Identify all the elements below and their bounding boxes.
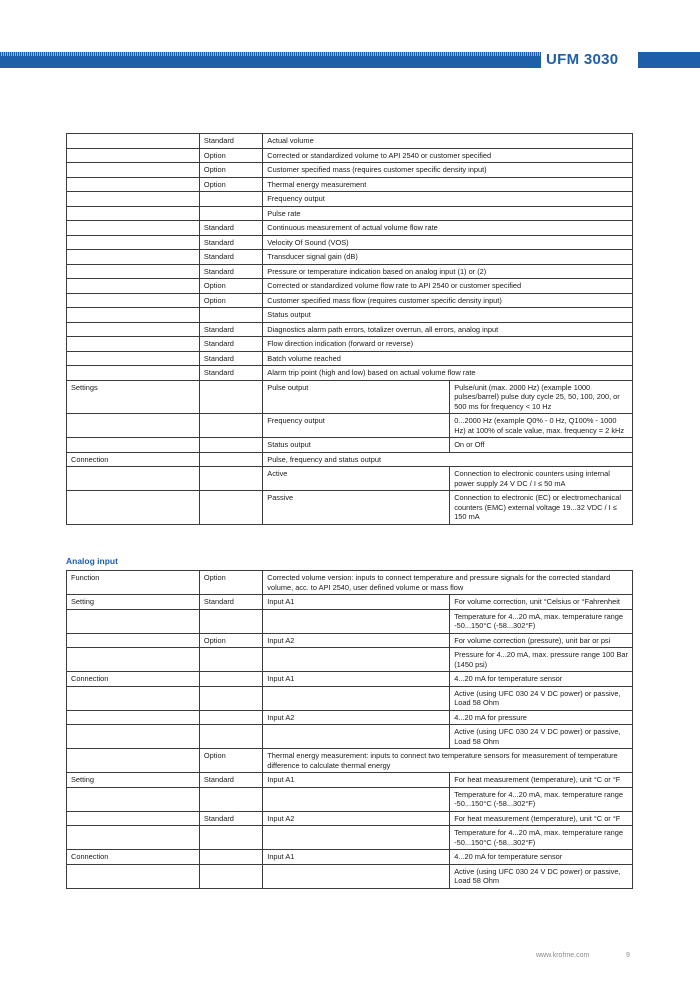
table-cell: Passive: [263, 491, 450, 525]
table-cell: [263, 826, 450, 850]
table-cell: For volume correction (pressure), unit bar or psi: [450, 633, 633, 648]
table-cell: [67, 293, 200, 308]
table-cell: Standard: [199, 264, 262, 279]
table-cell: [263, 686, 450, 710]
table-cell: Standard: [199, 221, 262, 236]
table-cell: [67, 491, 200, 525]
table-cell: Temperature for 4...20 mA, max. temperature range -50...150°C (-58...302°F): [450, 787, 633, 811]
table-cell: Temperature for 4...20 mA, max. temperature range -50...150°C (-58...302°F): [450, 826, 633, 850]
table-cell: [67, 467, 200, 491]
table-cell: [263, 609, 450, 633]
table-cell: [67, 725, 200, 749]
table-cell: Standard: [199, 134, 262, 149]
table-cell: [199, 850, 262, 865]
table-cell: Active: [263, 467, 450, 491]
table-cell: Thermal energy measurement: inputs to connect two temperature sensors for measurement of temperature difference to calculate thermal energy: [263, 749, 633, 773]
table-cell: Standard: [199, 366, 262, 381]
table-cell: [67, 177, 200, 192]
table-cell: Connection: [67, 850, 200, 865]
table-cell: Customer specified mass (requires customer specific density input): [263, 163, 633, 178]
table-cell: Alarm trip point (high and low) based on actual volume flow rate: [263, 366, 633, 381]
table-row: [67, 148, 633, 163]
table-row: [67, 710, 633, 725]
table-cell: Standard: [199, 250, 262, 265]
header-stripe: [0, 52, 541, 68]
table-cell: [199, 672, 262, 687]
table-cell: [263, 864, 450, 888]
table-cell: Status output: [263, 308, 633, 323]
table-cell: Corrected volume version: inputs to connect temperature and pressure signals for the corrected standard volume, acc. to API 2540, user defined volume or mass flow: [263, 571, 633, 595]
table-cell: [67, 308, 200, 323]
table-cell: [67, 438, 200, 453]
table-row: [67, 177, 633, 192]
table-cell: Temperature for 4...20 mA, max. temperature range -50...150°C (-58...302°F): [450, 609, 633, 633]
table-cell: Flow direction indication (forward or reverse): [263, 337, 633, 352]
table-cell: For volume correction, unit °Celsius or °Fahrenheit: [450, 595, 633, 610]
section-title-analog-input: Analog input: [66, 556, 118, 566]
table-cell: Pulse, frequency and status output: [263, 452, 633, 467]
table-cell: Frequency output: [263, 414, 450, 438]
table-cell: [199, 467, 262, 491]
header-stripe-right: [638, 52, 700, 68]
table-cell: Pulse rate: [263, 206, 633, 221]
table-cell: [67, 811, 200, 826]
table-cell: 4...20 mA for temperature sensor: [450, 672, 633, 687]
footer-url: www.krohne.com: [536, 952, 590, 959]
table-row: [67, 414, 633, 438]
table-cell: [67, 192, 200, 207]
output-table: [66, 133, 633, 525]
table-cell: Standard: [199, 811, 262, 826]
table-cell: Connection to electronic (EC) or electromechanical counters (EMC) external voltage 19...32 VDC / I ≤ 150 mA: [450, 491, 633, 525]
table-cell: Pulse output: [263, 380, 450, 414]
table-row: [67, 491, 633, 525]
table-cell: [199, 710, 262, 725]
table-cell: Status output: [263, 438, 450, 453]
table-row: [67, 308, 633, 323]
table-row: [67, 749, 633, 773]
table-row: [67, 571, 633, 595]
table-cell: [199, 308, 262, 323]
table-row: [67, 686, 633, 710]
page-number: 9: [626, 952, 630, 959]
table-cell: For heat measurement (temperature), unit °C or °F: [450, 811, 633, 826]
table-cell: [199, 452, 262, 467]
table-cell: [67, 787, 200, 811]
table-row: [67, 380, 633, 414]
table-cell: [199, 192, 262, 207]
table-row: [67, 351, 633, 366]
table-cell: [67, 826, 200, 850]
table-cell: Pressure or temperature indication based on analog input (1) or (2): [263, 264, 633, 279]
table-cell: Actual volume: [263, 134, 633, 149]
table-cell: Connection to electronic counters using internal power supply 24 V DC / I ≤ 50 mA: [450, 467, 633, 491]
table-cell: [67, 148, 200, 163]
table-row: [67, 633, 633, 648]
table-cell: 4...20 mA for temperature sensor: [450, 850, 633, 865]
table-cell: Thermal energy measurement: [263, 177, 633, 192]
analog-input-table: [66, 570, 633, 889]
table-cell: Connection: [67, 452, 200, 467]
page-title: UFM 3030: [546, 51, 619, 68]
table-row: [67, 648, 633, 672]
table-row: [67, 366, 633, 381]
table-cell: [199, 787, 262, 811]
table-cell: Connection: [67, 672, 200, 687]
table-row: [67, 672, 633, 687]
table-cell: [199, 864, 262, 888]
table-cell: Standard: [199, 322, 262, 337]
table-cell: [263, 725, 450, 749]
table-cell: [199, 686, 262, 710]
table-cell: Standard: [199, 351, 262, 366]
table-cell: Standard: [199, 235, 262, 250]
table-row: [67, 773, 633, 788]
table-cell: Option: [199, 293, 262, 308]
table-cell: [67, 206, 200, 221]
table-cell: Diagnostics alarm path errors, totalizer overrun, all errors, analog input: [263, 322, 633, 337]
table-cell: [67, 351, 200, 366]
table-cell: Pulse/unit (max. 2000 Hz) (example 1000 pulses/barrel) pulse duty cycle 25, 50, 100, 200, or 500 ms for frequency < 10 Hz: [450, 380, 633, 414]
table-cell: For heat measurement (temperature), unit °C or °F: [450, 773, 633, 788]
table-cell: [199, 725, 262, 749]
table-row: [67, 452, 633, 467]
table-cell: [67, 710, 200, 725]
table-cell: Settings: [67, 380, 200, 414]
table-row: [67, 467, 633, 491]
table-row: [67, 864, 633, 888]
table-row: [67, 438, 633, 453]
table-cell: Input A1: [263, 672, 450, 687]
table-cell: [263, 648, 450, 672]
table-cell: [67, 134, 200, 149]
table-cell: [67, 279, 200, 294]
table-row: [67, 264, 633, 279]
table-cell: [67, 163, 200, 178]
table-row: [67, 134, 633, 149]
table-cell: Pressure for 4...20 mA, max. pressure range 100 Bar (1450 psi): [450, 648, 633, 672]
table-cell: Customer specified mass flow (requires customer specific density input): [263, 293, 633, 308]
table-row: [67, 725, 633, 749]
table-row: [67, 595, 633, 610]
table-cell: Option: [199, 571, 262, 595]
table-row: [67, 206, 633, 221]
table-cell: Setting: [67, 595, 200, 610]
table-cell: Standard: [199, 773, 262, 788]
table-cell: [67, 749, 200, 773]
table-row: [67, 337, 633, 352]
table-cell: Corrected or standardized volume to API 2540 or customer specified: [263, 148, 633, 163]
table-row: [67, 279, 633, 294]
table-cell: [67, 322, 200, 337]
table-cell: Active (using UFC 030 24 V DC power) or passive, Load 58 Ohm: [450, 864, 633, 888]
table-row: [67, 811, 633, 826]
table-cell: [199, 609, 262, 633]
table-cell: [67, 366, 200, 381]
table-row: [67, 322, 633, 337]
table-cell: Transducer signal gain (dB): [263, 250, 633, 265]
table-cell: [67, 609, 200, 633]
table-cell: Option: [199, 163, 262, 178]
table-cell: 4...20 mA for pressure: [450, 710, 633, 725]
table-row: [67, 235, 633, 250]
table-row: [67, 609, 633, 633]
table-cell: [199, 380, 262, 414]
table-cell: Option: [199, 177, 262, 192]
table-row: [67, 250, 633, 265]
table-cell: Input A1: [263, 595, 450, 610]
table-cell: [199, 648, 262, 672]
table-cell: Input A2: [263, 633, 450, 648]
table-cell: Corrected or standardized volume flow rate to API 2540 or customer specified: [263, 279, 633, 294]
table-cell: [199, 206, 262, 221]
table-cell: Option: [199, 633, 262, 648]
table-cell: [199, 414, 262, 438]
table-cell: [67, 633, 200, 648]
table-cell: [67, 648, 200, 672]
table-cell: Setting: [67, 773, 200, 788]
table-cell: Input A1: [263, 850, 450, 865]
table-cell: Continuous measurement of actual volume flow rate: [263, 221, 633, 236]
table-row: [67, 293, 633, 308]
table-cell: [263, 787, 450, 811]
table-row: [67, 826, 633, 850]
table-cell: [67, 686, 200, 710]
table-cell: Standard: [199, 337, 262, 352]
table-row: [67, 221, 633, 236]
table-cell: 0...2000 Hz (example Q0% - 0 Hz, Q100% - 1000 Hz) at 100% of scale value, max. frequency = 2 kHz: [450, 414, 633, 438]
table-cell: Input A2: [263, 710, 450, 725]
table-row: [67, 787, 633, 811]
table-cell: Standard: [199, 595, 262, 610]
table-cell: Option: [199, 749, 262, 773]
table-cell: Batch volume reached: [263, 351, 633, 366]
table-cell: [67, 250, 200, 265]
table-cell: [199, 826, 262, 850]
table-cell: On or Off: [450, 438, 633, 453]
table-cell: Velocity Of Sound (VOS): [263, 235, 633, 250]
table-row: [67, 850, 633, 865]
table-cell: [67, 264, 200, 279]
table-cell: Input A2: [263, 811, 450, 826]
table-cell: Function: [67, 571, 200, 595]
table-cell: [199, 438, 262, 453]
table-cell: Option: [199, 148, 262, 163]
table-cell: Active (using UFC 030 24 V DC power) or passive, Load 58 Ohm: [450, 725, 633, 749]
table-cell: Active (using UFC 030 24 V DC power) or passive, Load 58 Ohm: [450, 686, 633, 710]
table-cell: [67, 414, 200, 438]
table-cell: Option: [199, 279, 262, 294]
table-cell: Frequency output: [263, 192, 633, 207]
table-row: [67, 163, 633, 178]
table-cell: [67, 864, 200, 888]
table-cell: [67, 235, 200, 250]
table-cell: [67, 337, 200, 352]
table-cell: [67, 221, 200, 236]
table-cell: Input A1: [263, 773, 450, 788]
table-row: [67, 192, 633, 207]
table-cell: [199, 491, 262, 525]
